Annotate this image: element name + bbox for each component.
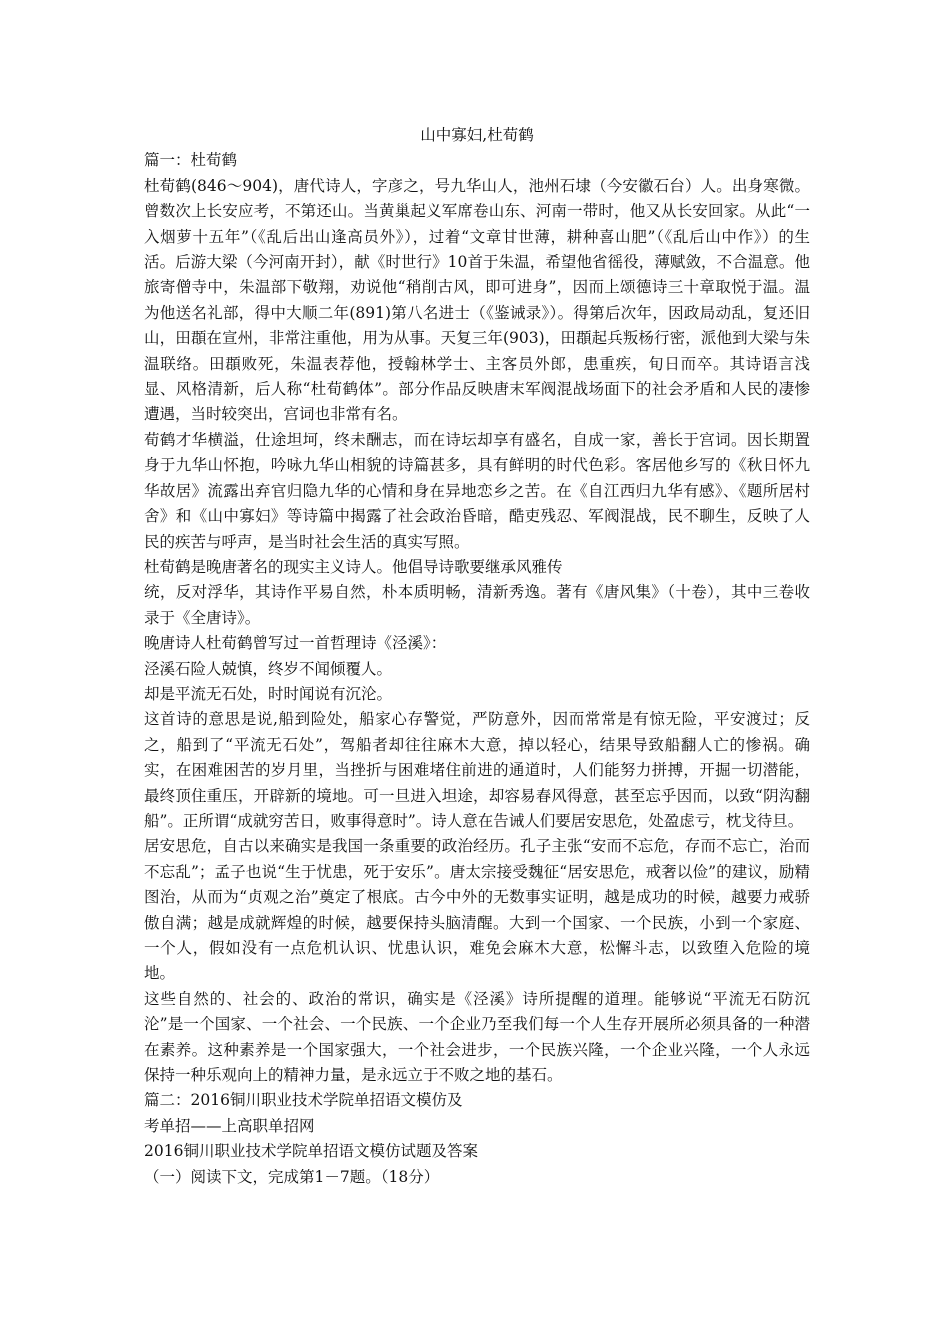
poem-line: 却是平流无石处，时时闻说有沉沦。 (144, 684, 393, 703)
document-body (144, 123, 810, 1190)
paragraph: （一）阅读下文，完成第1－7题。（18分） (144, 1167, 440, 1186)
paragraph: 杜荀鹤(846～904)，唐代诗人，字彦之，号九华山人，池州石埭（今安徽石台）人。出身寒微。曾数次上长安应考，不第还山。当黄巢起义军席卷山东、河南一带时，他又从长安回家。从此“一入烟萝十五年”（《乱后出山逢高员外》），过着“文章甘世薄，耕种喜山肥”（《乱后山中作》）的生活。后游大梁（今河南开封），献《时世行》10首于朱温，希望他省徭役，薄赋敛，不合温意。他旅寄僧寺中，朱温部下敬翔，劝说他“稍削古风，即可进身”，因而上颂德诗三十章取悦于温。温为他送名礼部，得中大顺二年(891)第八名进士（《鉴诫录》）。得第后次年，因政局动乱，复还旧山，田頵在宣州，非常注重他，用为从事。天复三年(903)，田頵起兵叛杨行密，派他到大梁与朱温联络。田頵败死，朱温表荐他，授翰林学士、主客员外郎，患重疾，旬日而卒。其诗语言浅显、风格清新，后人称“杜荀鹤体”。部分作品反映唐末军阀混战场面下的社会矛盾和人民的凄惨遭遇，当时较突出，宫词也非常有名。 (144, 176, 810, 424)
paragraph: 这首诗的意思是说,船到险处，船家心存警觉，严防意外，因而常常是有惊无险，平安渡过；反之，船到了“平流无石处”，驾船者却往往麻木大意，掉以轻心，结果导致船翻人亡的惨祸。确实，在困难困苦的岁月里，当挫折与困难堵住前进的通道时，人们能努力拼搏，开掘一切潜能，最终顶住重压，开辟新的境地。可一旦进入坦途，却容易春风得意，甚至忘乎因而，以致“阴沟翻船”。正所谓“成就穷苦日，败事得意时”。诗人意在告诫人们要居安思危，处盈虑亏，枕戈待旦。 (144, 710, 810, 830)
section-heading: 篇一：杜荀鹤 (144, 151, 238, 170)
paragraph: 这些自然的、社会的、政治的常识，确实是《泾溪》诗所提醒的道理。能够说“平流无石防沉沦”是一个国家、一个社会、一个民族、一个企业乃至我们每一个人生存开展所必须具备的一种潜在素养。这种素养是一个国家强大，一个社会进步，一个民族兴隆，一个企业兴隆，一个人永远保持一种乐观向上的精神力量，是永远立于不败之地的基石。 (144, 989, 810, 1085)
paragraph: 考单招——上高职单招网 (144, 1116, 315, 1135)
section-heading: 篇二：2016铜川职业技术学院单招语文模仿及 (144, 1091, 463, 1110)
paragraph: 居安思危，自古以来确实是我国一条重要的政治经历。孔子主张“安而不忘危，存而不忘亡，治而不忘乱”；孟子也说“生于忧患，死于安乐”。唐太宗接受魏征“居安思危，戒奢以俭”的建议，励精图治，从而为“贞观之治”奠定了根底。古今中外的无数事实证明，越是成功的时候，越要力戒骄傲自满；越是成就辉煌的时候，越要保持头脑清醒。大到一个国家、一个民族，小到一个家庭、一个人，假如没有一点危机认识、忧患认识，难免会麻木大意，松懈斗志，以致堕入危险的境地。 (144, 837, 810, 983)
paragraph: 杜荀鹤是晚唐著名的现实主义诗人。他倡导诗歌要继承风雅传 (144, 557, 563, 576)
paragraph: 2016铜川职业技术学院单招语文模仿试题及答案 (144, 1142, 478, 1161)
paragraph: 晚唐诗人杜荀鹤曾写过一首哲理诗《泾溪》： (144, 634, 447, 653)
paragraph: 荀鹤才华横溢，仕途坦坷，终未酬志，而在诗坛却享有盛名，自成一家，善长于宫词。因长期置身于九华山怀抱，吟咏九华山相貌的诗篇甚多，具有鲜明的时代色彩。客居他乡写的《秋日怀九华故居》流露出弃官归隐九华的心情和身在异地恋乡之苦。在《自江西归九华有感》、《题所居村舍》和《山中寡妇》等诗篇中揭露了社会政治昏暗，酷吏残忍、军阀混战，民不聊生，反映了人民的疾苦与呼声，是当时社会生活的真实写照。 (144, 430, 810, 551)
poem-line: 泾溪石险人兢慎，终岁不闻倾覆人。 (144, 659, 393, 678)
document-title: 山中寡妇,杜荀鹤 (420, 126, 534, 144)
paragraph: 统，反对浮华，其诗作平易自然，朴本质明畅，清新秀逸。著有《唐风集》（十卷），其中三卷收录于《全唐诗》。 (144, 583, 810, 627)
